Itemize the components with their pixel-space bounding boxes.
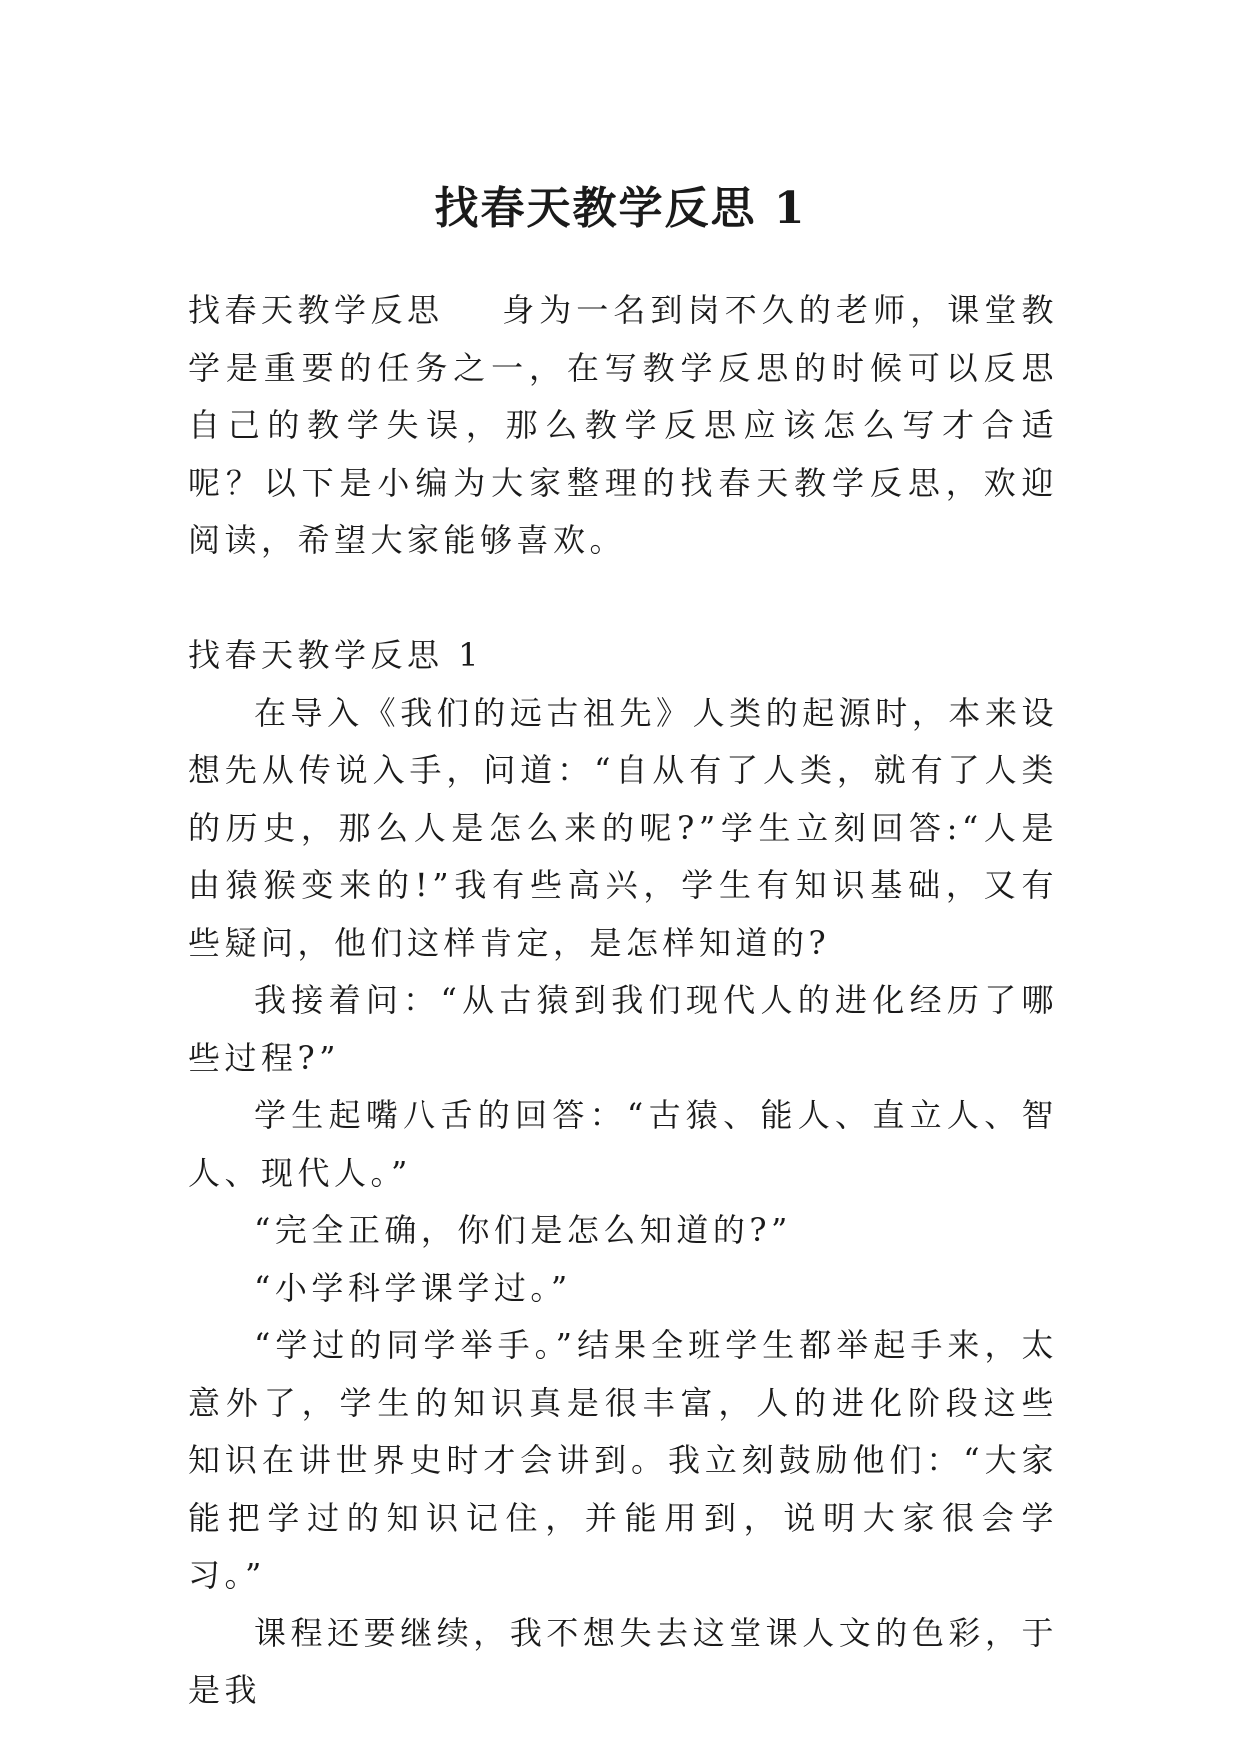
body-paragraph: 我接着问：“从古猿到我们现代人的进化经历了哪些过程?” [188,981,1058,1077]
intro-paragraph [188,282,1058,570]
body-paragraph: 学生起嘴八舌的回答：“古猿、能人、直立人、智人、现代人。” [188,1096,1058,1192]
body-paragraph: “小学科学课学过。” [254,1268,572,1307]
document-title: 找春天教学反思 1 [434,183,807,235]
body-paragraph: 课程还要继续，我不想失去这堂课人文的色彩，于是我 [188,1613,1058,1709]
body-paragraph: 在导入《我们的远古祖先》人类的起源时，本来设想先从传说入手，问道：“自从有了人类，就有了人类的历史，那么人是怎么来的呢?”学生立刻回答:“人是由猿猴变来的!”我有些高兴，学生有知识基础，又有些疑问，他们这样肯定，是怎样知道的? [188,693,1058,962]
section-heading: 找春天教学反思 1 [188,636,484,674]
body-paragraph: “学过的同学举手。”结果全班学生都举起手来，太意外了，学生的知识真是很丰富，人的进化阶段这些知识在讲世界史时才会讲到。我立刻鼓励他们：“大家能把学过的知识记住，并能用到，说明大家很会学习。” [188,1326,1058,1594]
document-body [188,282,1058,1720]
body-paragraph: “完全正确，你们是怎么知道的?” [254,1211,792,1249]
intro-lead: 找春天教学反思 [188,291,444,329]
intro-text: 身为一名到岗不久的老师，课堂教学是重要的任务之一，在写教学反思的时候可以反思自己的教学失误，那么教学反思应该怎么写才合适呢？以下是小编为大家整理的找春天教学反思，欢迎阅读，希望大家能够喜欢。 [188,291,1058,559]
